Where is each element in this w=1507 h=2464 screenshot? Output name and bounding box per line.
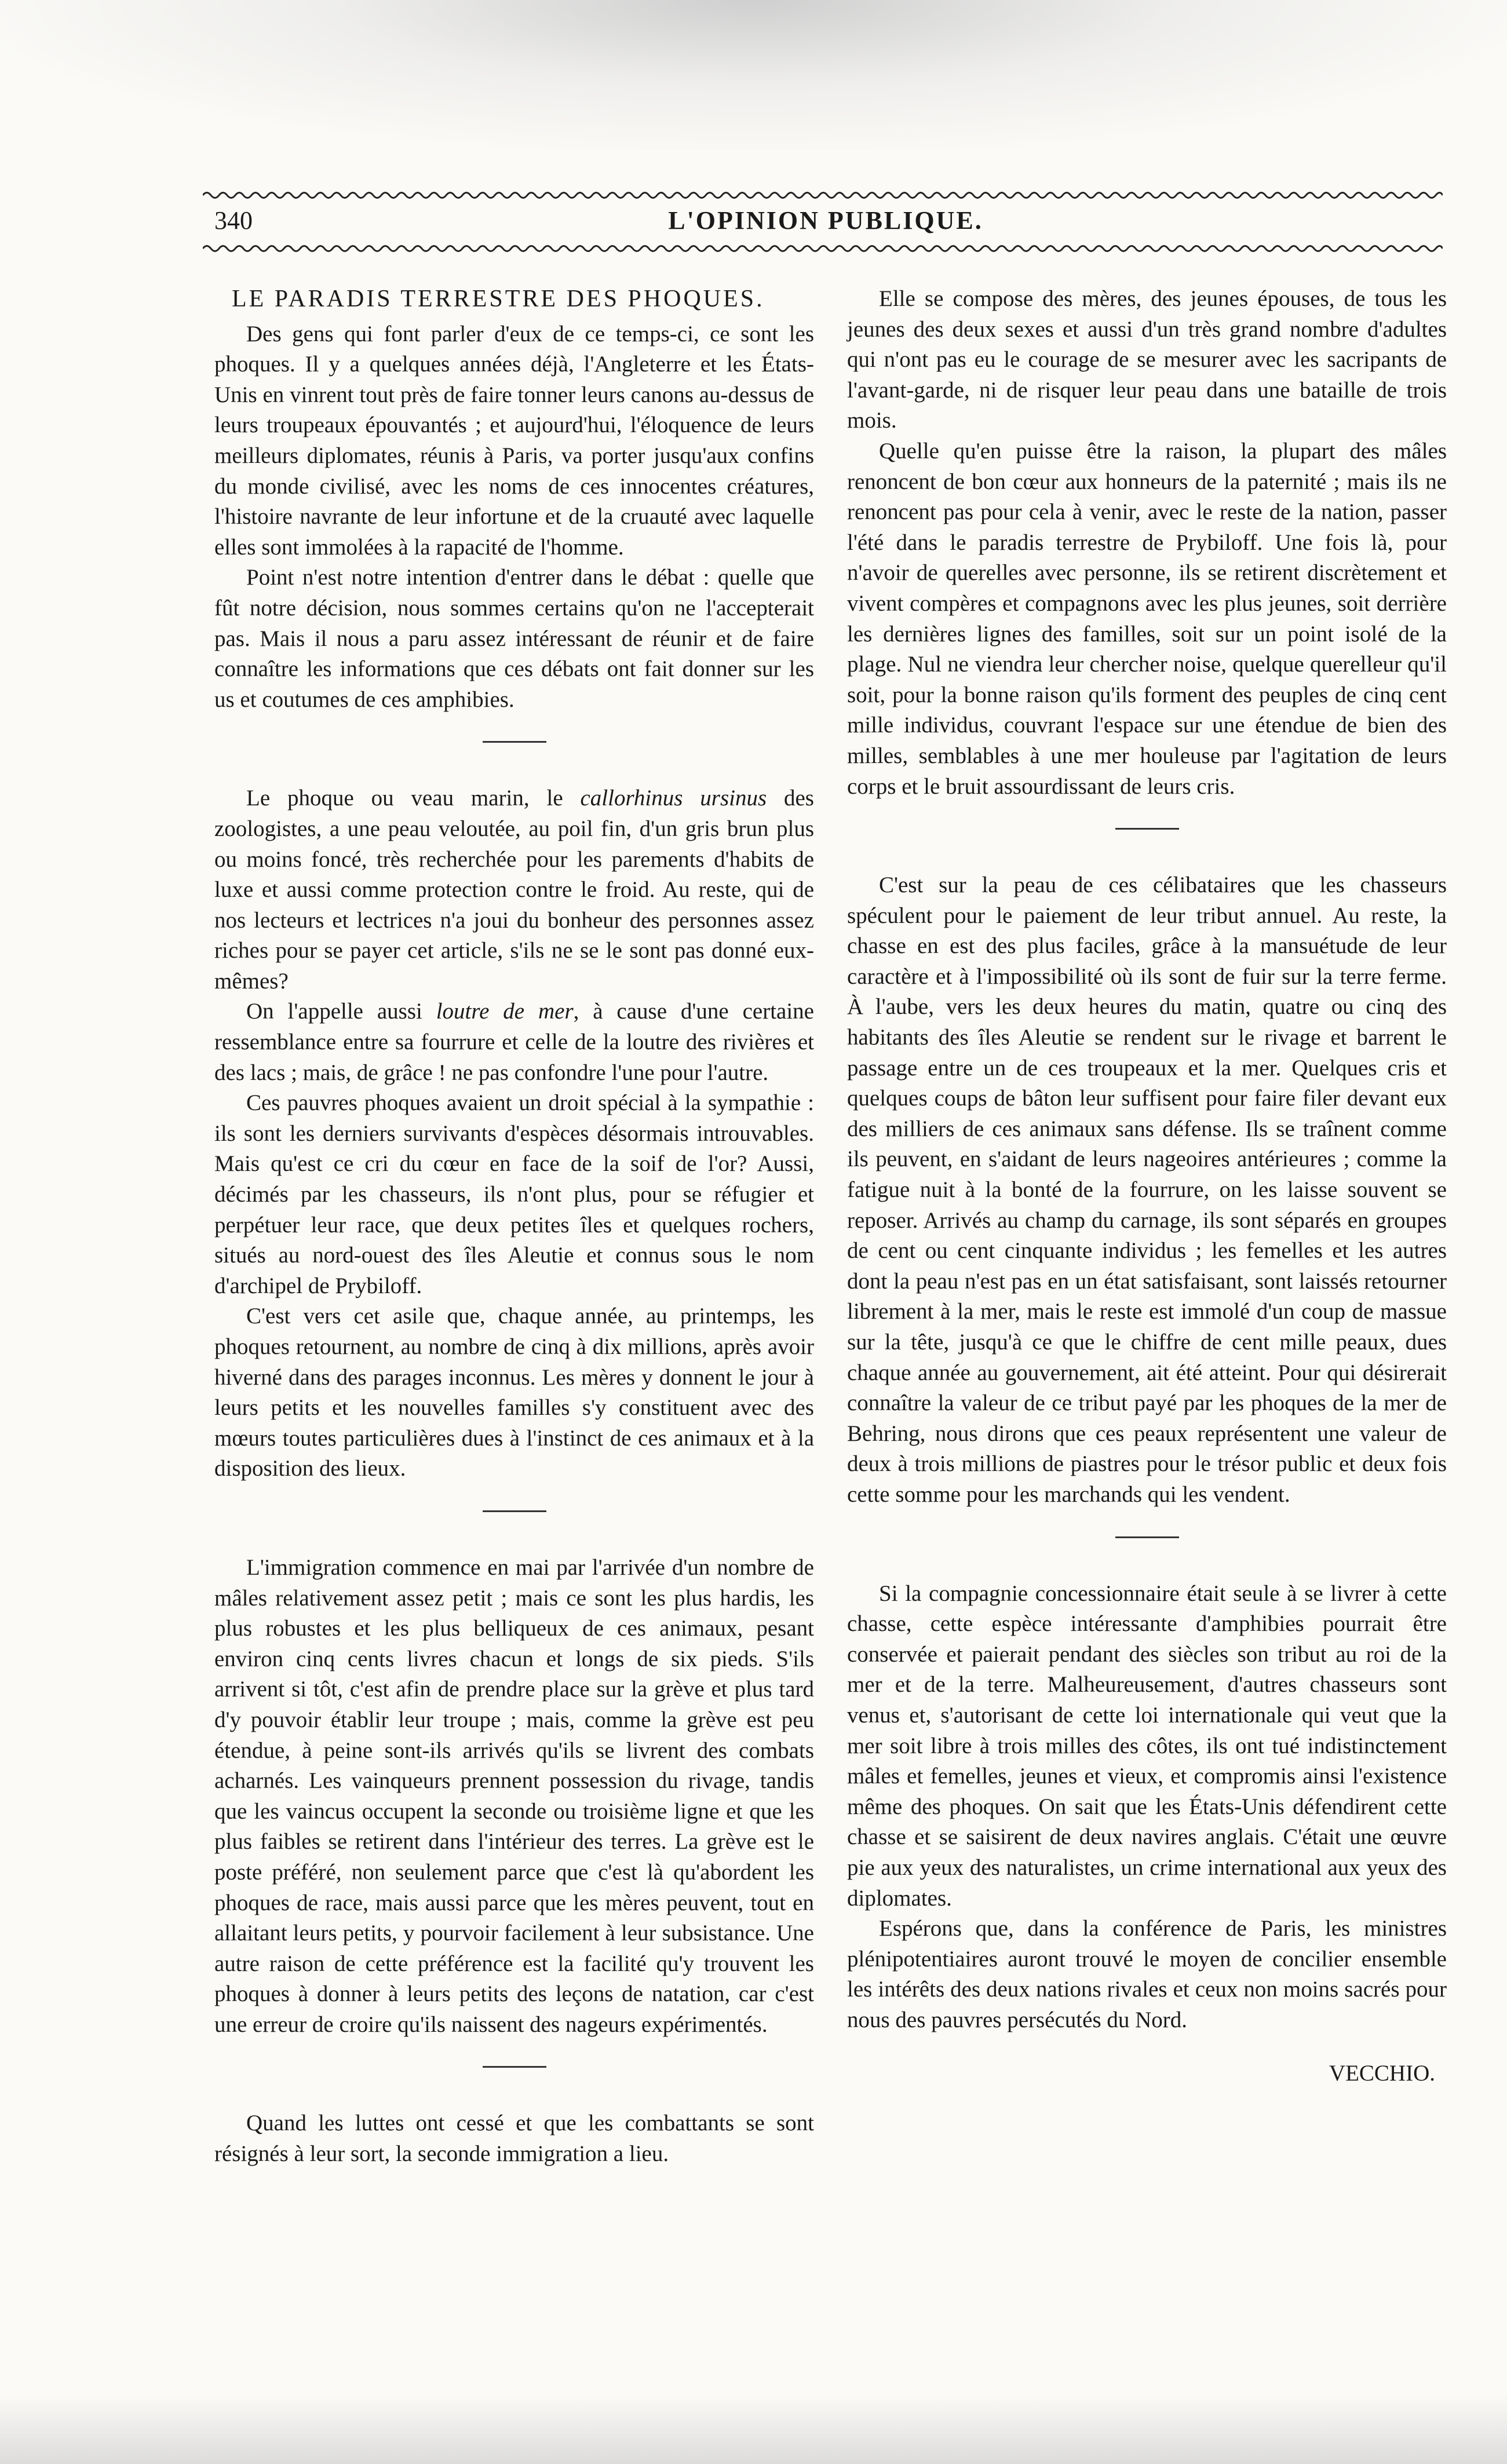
paragraph: Espérons que, dans la conférence de Paris, les ministres plénipotentiaires auront trouvé le moyen de concilier ensemble les intérêts des deux nations rivales et ceux non moins sacrés pour nous des pauvres persécutés du Nord. (847, 1916, 1447, 2032)
text-run: On l'appelle aussi (246, 999, 436, 1024)
right-column (847, 284, 1447, 2089)
page-header (214, 206, 1437, 246)
scan-noise-top (0, 0, 1507, 151)
section-divider (214, 2040, 814, 2108)
paragraph: C'est vers cet asile que, chaque année, au printemps, les phoques retournent, au nombre de cinq à dix millions, après avoir hiverné dans des parages inconnus. Les mères y donnent le jour à leurs petits et les nouvelles familles s'y constituent avec des mœurs toutes particulières dues à l'instinct de ces animaux et à la disposition des lieux. (214, 1304, 814, 1481)
text-run: , à cause d'une certaine ressemblance entre sa fourrure et celle de la loutre des rivières et des lacs ; mais, de grâce ! ne pas confondre l'une pour l'autre. (214, 999, 814, 1085)
article-title: LE PARADIS TERRESTRE DES PHOQUES. (232, 286, 765, 312)
paragraph: C'est sur la peau de ces célibataires que les chasseurs spéculent pour le paiement de leur tribut annuel. Au reste, la chasse en est des plus faciles, grâce à la mansuétude de leur caractère et à l'impossibilité où ils sont de fuir sur la terre ferme. À l'aube, vers les deux heures du matin, quatre ou cinq des habitants des îles Aleutie se rendent sur le rivage et barrent le passage entre un de ces troupeaux et la mer. Quelques cris et quelques coups de bâton leur suffisent pour faire filer devant eux des milliers de ces animaux sans défense. Ils se traînent comme ils peuvent, en s'aidant de leurs nageoires antérieures ; comme la fatigue nuit à la bonté de la fourrure, on les laisse souvent se reposer. Arrivés au champ du carnage, ils sont séparés en groupes de cent ou cent cinquante individus ; les femelles et les autres dont la peau n'est pas en un état satisfaisant, sont laissés retourner librement à la mer, mais le reste est immolé d'un coup de massue sur la tête, jusqu'à ce que le chiffre de cent mille peaux, dues chaque année au gouvernement, ait été atteint. Pour qui désirerait connaître la valeur de ce tribut payé par les phoques de la mer de Behring, nous dirons que ces peaux représentent une valeur de deux à trois millions de piastres pour le trésor public et deux fois cette somme pour les marchands qui les vendent. (847, 873, 1447, 1507)
paragraph (214, 783, 814, 996)
paragraph: Si la compagnie concessionnaire était seule à se livrer à cette chasse, cette espèce intéressante d'amphibies pourrait être conservée et paierait pendant des siècles son tribut au roi de la mer et de la terre. Malheureusement, d'autres chasseurs sont venus et, s'autorisant de cette loi internationale qui veut que la mer soit libre à trois milles des côtes, ils ont tué indistinctement mâles et femelles, jeunes et vieux, et compromis ainsi l'existence même des phoques. On sait que les États-Unis défendirent cette chasse et se saisirent de deux navires anglais. C'était une œuvre pie aux yeux des naturalistes, un crime international aux yeux des diplomates. (847, 1580, 1447, 1911)
section-divider (214, 1484, 814, 1553)
paragraph: Ces pauvres phoques avaient un droit spécial à la sympathie : ils sont les derniers survivants d'espèces désormais introuvables. Mais qu'est ce cri du cœur en face de la soif de l'or? Aussi, décimés par les chasseurs, ils n'ont plus, pour se réfugier et perpétuer leur race, que deux petites îles et quelques rochers, situés au nord-ouest des îles Aleutie et connus sous le nom d'archipel de Prybiloff. (214, 1090, 814, 1298)
text-run: Le phoque ou veau marin, le (246, 786, 581, 811)
section-divider (847, 802, 1447, 870)
section-divider (847, 1510, 1447, 1579)
author-signature: VECCHIO. (1329, 2061, 1435, 2086)
alternate-name: loutre de mer (436, 999, 574, 1024)
paragraph: Point n'est notre intention d'entrer dans le débat : quelle que fût notre décision, nous sommes certains qu'on ne l'accepterait pas. Mais il nous a paru assez intéressant de réunir et de faire connaître les informations que ces débats ont fait donner sur les us et coutumes de ces amphibies. (214, 565, 814, 712)
publication-title: L'OPINION PUBLIQUE. (668, 206, 983, 235)
paragraph: Quelle qu'en puisse être la raison, la plupart des mâles renoncent de bon cœur aux honneurs de la paternité ; mais ils ne renoncent pas pour cela à venir, avec le reste de la nation, passer l'été dans le paradis terrestre de Prybiloff. Une fois là, pour n'avoir de querelles avec personne, ils se retirent discrètement et vivent compères et compagnons avec les plus jeunes, soit derrière les dernières lignes des familles, soit sur un point isolé de la plage. Nul ne viendra leur chercher noise, quelque querelleur qu'il soit, pour la bonne raison qu'ils forment des peuples de cinq cent mille individus, couvrant l'espace sur une étendue de bien des milles, semblables à une mer houleuse par l'agitation de leurs corps et le bruit assourdissant de leurs cris. (847, 438, 1447, 799)
paragraph: Quand les luttes ont cessé et que les combattants se sont résignés à leur sort, la seconde immigration a lieu. (214, 2111, 814, 2167)
left-column (214, 284, 814, 2170)
page-number: 340 (214, 206, 253, 235)
section-divider (214, 715, 814, 783)
ornamental-rule-top (203, 190, 1443, 200)
paragraph: Des gens qui font parler d'eux de ce temps-ci, ce sont les phoques. Il y a quelques années déjà, l'Angleterre et les États-Unis en vinrent tout près de faire tonner leurs canons au-dessus de leurs troupeaux épouvantés ; et aujourd'hui, l'éloquence de leurs meilleurs diplomates, réunis à Paris, va porter jusqu'aux confins du monde civilisé, avec les noms de ces innocentes créatures, l'histoire navrante de leur infortune et de la cruauté avec laquelle elles sont immolées à la rapacité de l'homme. (214, 321, 814, 560)
paragraph: L'immigration commence en mai par l'arrivée d'un nombre de mâles relativement assez petit ; mais ce sont les plus hardis, les plus robustes et les plus belliqueux de ces animaux, pesant environ cinq cents livres chacun et longs de six pieds. S'ils arrivent si tôt, c'est afin de prendre place sur la grève et plus tard d'y pouvoir établir leur troupe ; mais, comme la grève est peu étendue, à peine sont-ils arrivés qu'ils se livrent des combats acharnés. Les vainqueurs prennent possession du rivage, tandis que les vaincus occupent la seconde ou troisième ligne et que les plus faibles se retirent dans l'intérieur des terres. La grève est le poste préféré, non seulement parce que c'est là qu'abordent les phoques de race, mais aussi parce que les mères peuvent, tout en allaitant leurs petits, y pourvoir facilement à leur subsistance. Une autre raison de cette préférence est la facilité qu'y trouvent les phoques à donner à leurs petits des leçons de natation, car c'est une erreur de croire qu'ils naissent des nageurs expérimentés. (214, 1554, 814, 2037)
ornamental-rule-bottom (203, 243, 1443, 254)
paragraph (214, 996, 814, 1088)
species-name: callorhinus ursinus (580, 786, 767, 811)
text-run: des zoologistes, a une peau veloutée, au poil fin, d'un gris brun plus ou moins foncé, très recherchée pour les parements d'habits de luxe et aussi comme protection contre le froid. Au reste, qui de nos lecteurs et lectrices n'a joui du bonheur des personnes assez riches pour se payer cet article, s'ils ne se le sont pas donné eux-mêmes? (214, 786, 814, 994)
paragraph: Elle se compose des mères, des jeunes épouses, de tous les jeunes des deux sexes et aussi d'un très grand nombre d'adultes qui n'ont pas eu le courage de se mesurer avec les sacripants de l'avant-garde, ni de risquer leur peau dans une bataille de trois mois. (847, 286, 1447, 433)
scan-noise-bottom (0, 2394, 1507, 2464)
